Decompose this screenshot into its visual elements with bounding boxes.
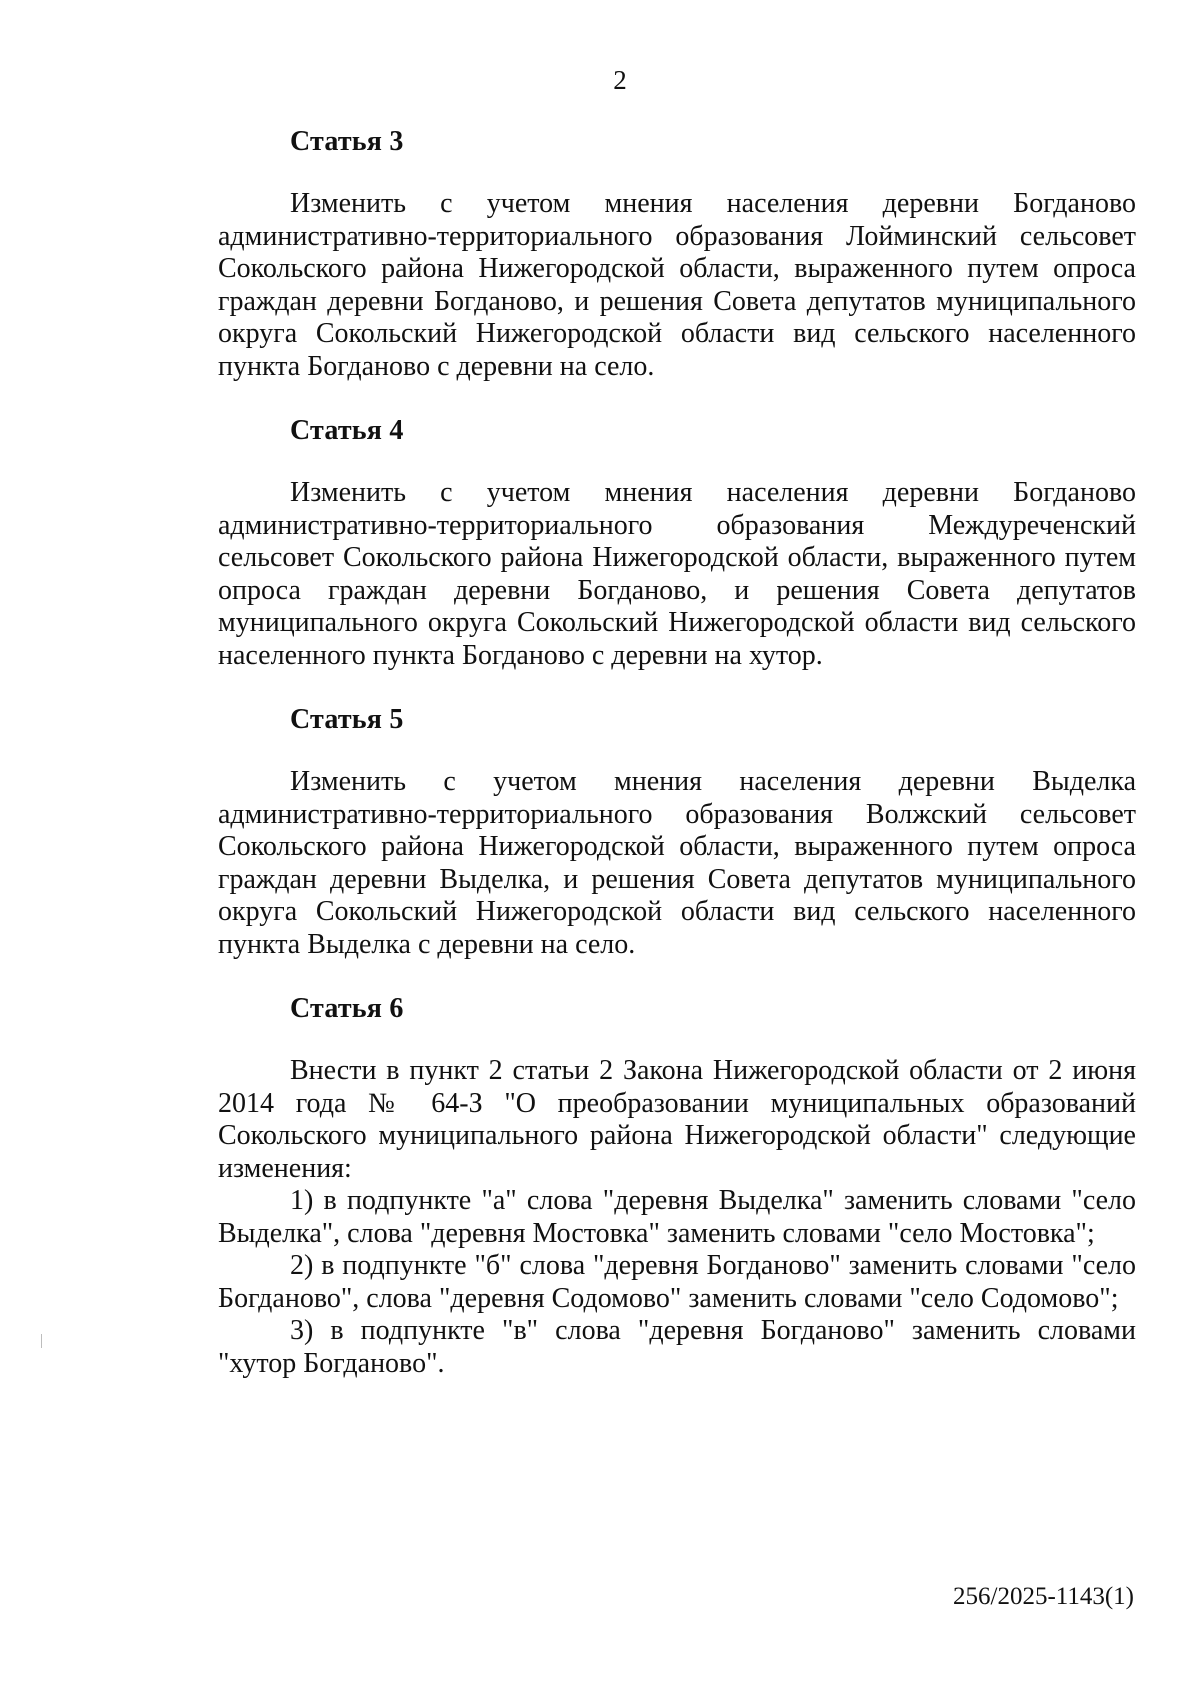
article-paragraph: Внести в пункт 2 статьи 2 Закона Нижегородской области от 2 июня 2014 года № 64-З "О преобразовании муниципальных образований Сокольского муниципального района Нижегородской области" следующие изменения: (218, 1055, 1136, 1184)
amendment-item: 3) в подпункте "в" слова "деревня Богданово" заменить словами "хутор Богданово". (218, 1315, 1136, 1379)
article-heading: Статья 5 (290, 704, 404, 735)
amendment-list (218, 1185, 1136, 1380)
article-paragraph: Изменить с учетом мнения населения деревни Богданово административно-территориального образования Междуреченский сельсовет Сокольского района Нижегородской области, выраженного путем опроса граждан деревни Богданово, и решения Совета депутатов муниципального округа Сокольский Нижегородской области вид сельского населенного пункта Богданово с деревни на хутор. (218, 477, 1136, 671)
article-heading: Статья 3 (290, 126, 404, 157)
article-5 (218, 704, 1136, 961)
article-3 (218, 126, 1136, 383)
article-heading: Статья 6 (290, 993, 404, 1024)
amendment-item: 2) в подпункте "б" слова "деревня Богданово" заменить словами "село Богданово", слова "деревня Содомово" заменить словами "село Содомово"; (218, 1250, 1136, 1314)
article-4 (218, 415, 1136, 672)
article-6 (218, 993, 1136, 1380)
document-code: 256/2025-1143(1) (953, 1583, 1134, 1610)
document-body (218, 126, 1136, 1380)
article-paragraph: Изменить с учетом мнения населения деревни Выделка административно-территориального образования Волжский сельсовет Сокольского района Нижегородской области, выраженного путем опроса граждан деревни Выделка, и решения Совета депутатов муниципального округа Сокольский Нижегородской области вид сельского населенного пункта Выделка с деревни на село. (218, 766, 1136, 960)
article-paragraph: Изменить с учетом мнения населения деревни Богданово административно-территориального образования Лойминский сельсовет Сокольского района Нижегородской области, выраженного путем опроса граждан деревни Богданово, и решения Совета депутатов муниципального округа Сокольский Нижегородской области вид сельского населенного пункта Богданово с деревни на село. (218, 188, 1136, 382)
amendment-item: 1) в подпункте "а" слова "деревня Выделка" заменить словами "село Выделка", слова "деревня Мостовка" заменить словами "село Мостовка"; (218, 1185, 1136, 1249)
article-heading: Статья 4 (290, 415, 404, 446)
scan-edge-mark (41, 1334, 42, 1348)
page-number: 2 (613, 65, 627, 95)
